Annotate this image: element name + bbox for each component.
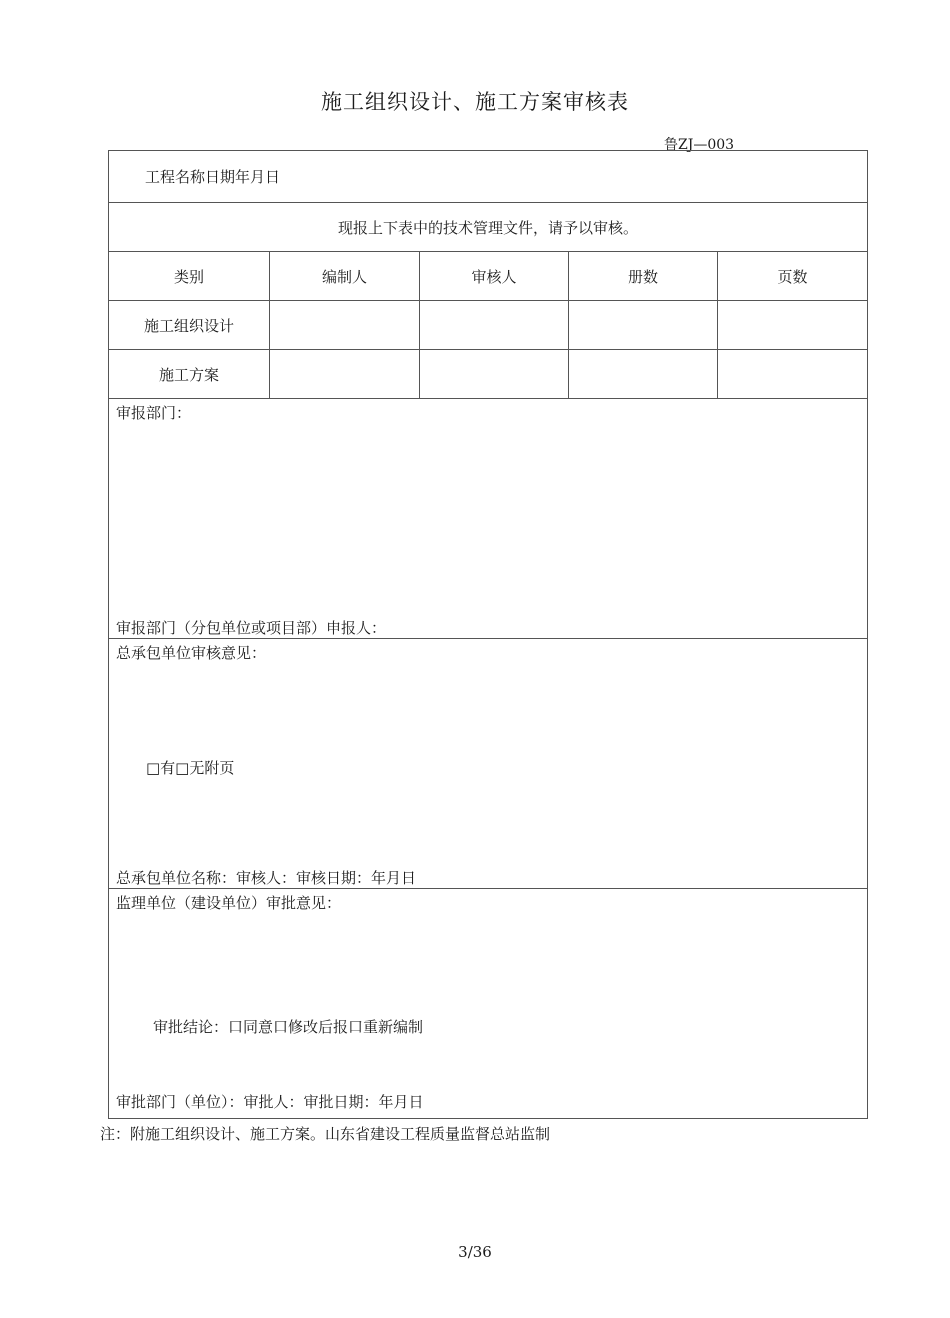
supervisor-section-footer: 审批部门（单位）：审批人：审批日期：年月日 <box>116 1093 424 1111</box>
table-row <box>109 301 868 350</box>
contractor-section-row <box>109 639 868 889</box>
column-header-category: 类别 <box>109 252 270 301</box>
row-reviewer-cell[interactable] <box>420 301 569 350</box>
row-pages-cell[interactable] <box>718 301 868 350</box>
column-header-author: 编制人 <box>270 252 420 301</box>
project-row <box>109 151 868 203</box>
contractor-section[interactable] <box>109 639 868 889</box>
row-author-cell[interactable] <box>270 350 420 399</box>
notice-row <box>109 203 868 252</box>
row-category: 施工组织设计 <box>109 301 270 350</box>
contractor-section-label: 总承包单位审核意见： <box>116 644 267 662</box>
submit-section[interactable] <box>109 399 868 639</box>
table-header-row <box>109 252 868 301</box>
notice-text: 现报上下表中的技术管理文件，请予以审核。 <box>109 203 868 252</box>
row-volumes-cell[interactable] <box>569 301 718 350</box>
attachment-checkboxes[interactable]: □有□无附页 <box>146 759 235 777</box>
row-category: 施工方案 <box>109 350 270 399</box>
review-form-table <box>108 150 868 1119</box>
column-header-reviewer: 审核人 <box>420 252 569 301</box>
supervisor-section[interactable] <box>109 889 868 1119</box>
project-name-cell: 工程名称日期年月日 <box>109 151 868 203</box>
submit-section-footer: 审报部门（分包单位或项目部）申报人： <box>116 619 387 637</box>
approval-conclusion-options[interactable]: 审批结论：口同意口修改后报口重新编制 <box>153 1018 424 1036</box>
contractor-section-footer: 总承包单位名称：审核人：审核日期：年月日 <box>116 869 417 887</box>
page-number: 3/36 <box>458 1243 492 1261</box>
footnote: 注：附施工组织设计、施工方案。山东省建设工程质量监督总站监制 <box>100 1125 551 1143</box>
form-code: 鲁ZJ—003 <box>664 137 735 153</box>
submit-section-label: 审报部门： <box>116 404 192 422</box>
column-header-volumes: 册数 <box>569 252 718 301</box>
row-reviewer-cell[interactable] <box>420 350 569 399</box>
submit-section-row <box>109 399 868 639</box>
row-author-cell[interactable] <box>270 301 420 350</box>
table-row <box>109 350 868 399</box>
document-title: 施工组织设计、施工方案审核表 <box>321 90 629 114</box>
row-volumes-cell[interactable] <box>569 350 718 399</box>
supervisor-section-label: 监理单位（建设单位）审批意见： <box>116 894 342 912</box>
column-header-pages: 页数 <box>718 252 868 301</box>
row-pages-cell[interactable] <box>718 350 868 399</box>
supervisor-section-row <box>109 889 868 1119</box>
